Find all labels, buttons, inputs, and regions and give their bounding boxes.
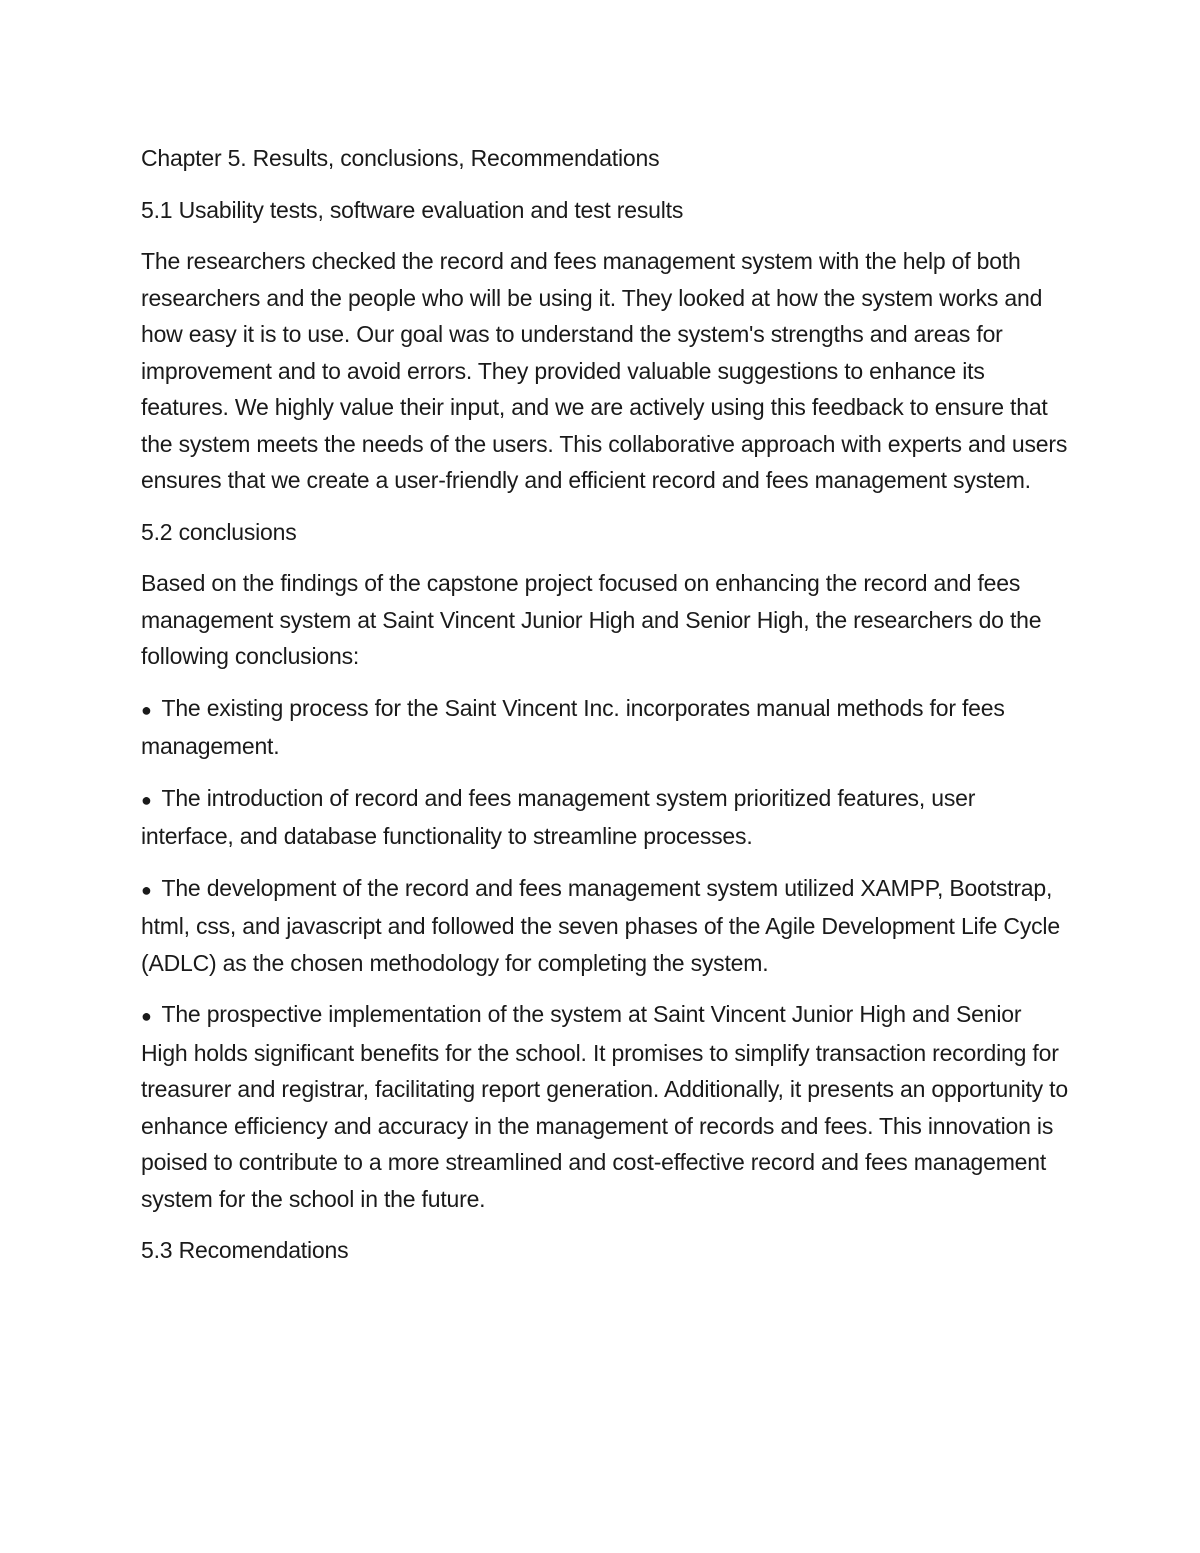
- bullet-icon: ●: [141, 699, 152, 720]
- bullet-text: The development of the record and fees management system utilized XAMPP, Bootstrap, html, css, and javascript and followed the seven phases of the Agile Development Life Cycle (ADLC) as the chosen methodology for completing the system.: [141, 874, 1060, 976]
- bullet-text: The introduction of record and fees management system prioritized features, user interface, and database functionality to streamline processes.: [141, 784, 976, 849]
- bullet-icon: ●: [141, 879, 152, 900]
- section-heading-5-2: 5.2 conclusions: [141, 518, 297, 545]
- bullet-text: The prospective implementation of the system at Saint Vincent Junior High and Senior High holds significant benefits for the school. It promises to simplify transaction recording for treasurer and registrar, facilitating report generation. Additionally, it presents an opportunity to enhance efficiency and accuracy in the management of records and fees. This innovation is poised to contribute to a more streamlined and cost-effective record and fees management system for the school in the future.: [141, 1001, 1068, 1212]
- section-heading-5-1: 5.1 Usability tests, software evaluation and test results: [141, 196, 684, 223]
- bullet-item: [141, 690, 1071, 765]
- document-page: [141, 140, 1071, 1284]
- bullet-item: [141, 870, 1071, 982]
- bullet-icon: ●: [141, 789, 152, 810]
- chapter-title: Chapter 5. Results, conclusions, Recommendations: [141, 145, 660, 171]
- bullet-icon: ●: [141, 1006, 152, 1026]
- section-paragraph: The researchers checked the record and fees management system with the help of both researchers and the people who will be using it. They looked at how the system works and how easy it is to use. Our goal was to understand the system's strengths and areas for improvement and to avoid errors. They provided valuable suggestions to enhance its features. We highly value their input, and we are actively using this feedback to ensure that the system meets the needs of the users. This collaborative approach with experts and users ensures that we create a user-friendly and efficient record and fees management system.: [141, 248, 1068, 493]
- section-paragraph: Based on the findings of the capstone project focused on enhancing the record and fees management system at Saint Vincent Junior High and Senior High, the researchers do the following conclusions:: [141, 570, 1042, 669]
- bullet-text: The existing process for the Saint Vincent Inc. incorporates manual methods for fees management.: [141, 694, 1005, 759]
- bullet-item: [141, 996, 1071, 1217]
- section-heading-5-3: 5.3 Recomendations: [141, 1237, 349, 1263]
- bullet-item: [141, 780, 1071, 855]
